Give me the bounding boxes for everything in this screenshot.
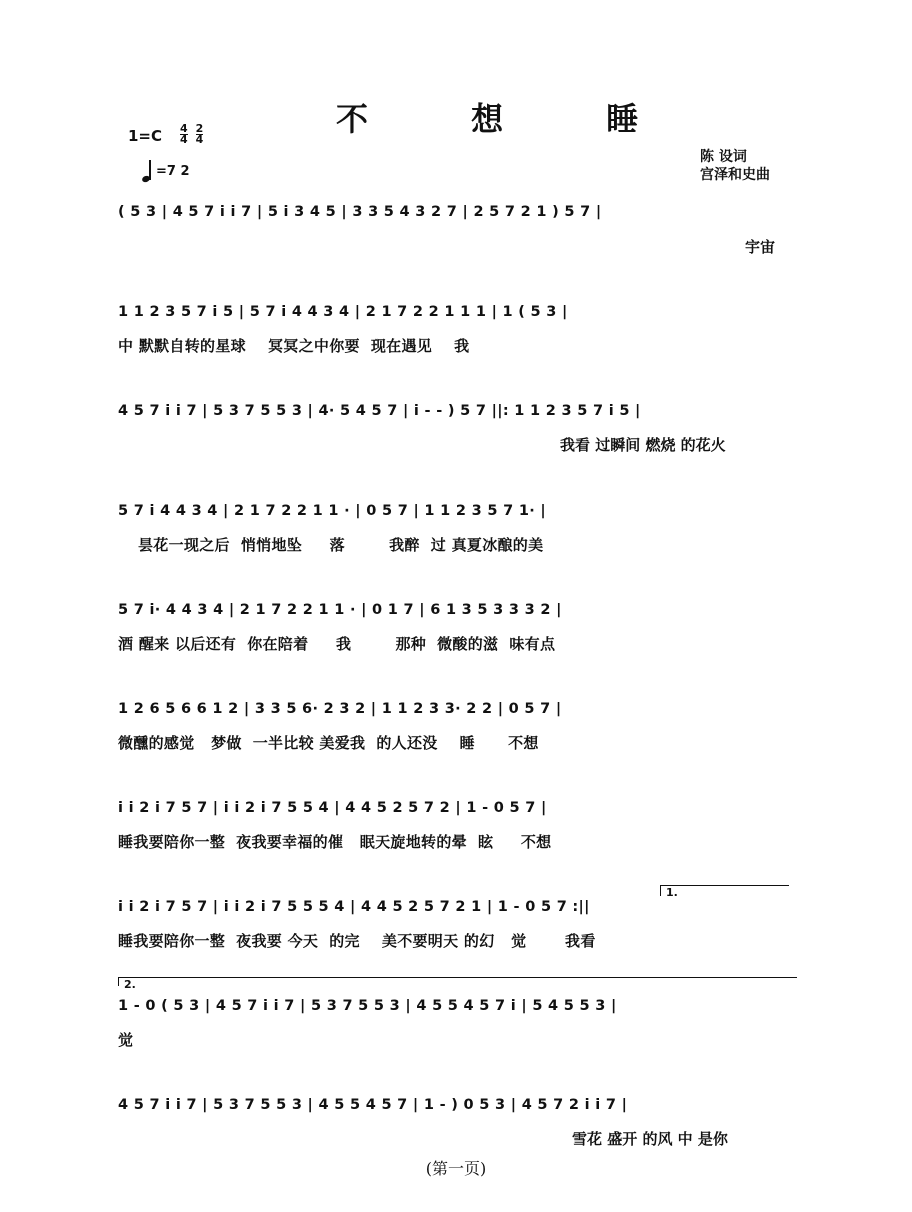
lyrics-line-9: 觉 [118, 1031, 134, 1049]
time-signature [180, 124, 203, 145]
second-ending-label: 2. [124, 978, 136, 991]
song-title: 不 想 睡 [336, 100, 685, 138]
tempo-value: =7 2 [156, 163, 190, 179]
lyricist-credit: 陈 设词 [700, 149, 747, 165]
meter-b-top: 2 [195, 122, 204, 135]
key-signature: 1=C [128, 127, 163, 145]
lyrics-line-6: 微醺的感觉 梦做 一半比较 美爱我 的人还没 睡 不想 [118, 734, 539, 752]
page-number: (第一页) [425, 1159, 487, 1178]
meter-b-bottom: 4 [195, 133, 204, 146]
lyrics-line-8: 睡我要陪你一整 夜我要 今天 的完 美不要明天 的幻 觉 我看 [118, 932, 596, 950]
lyrics-line-10: 雪花 盛开 的风 中 是你 [572, 1130, 728, 1148]
notation-line-7: i i 2 i 7 5 7 | i i 2 i 7 5 5 4 | 4 4 5 2 5 7 2 | 1 - 0 5 7 | [118, 800, 547, 816]
lyrics-line-1: 宇宙 [745, 238, 776, 256]
notation-line-4: 5 7 i 4 4 3 4 | 2 1 7 2 2 1 1 · | 0 5 7 | 1 1 2 3 5 7 1· | [118, 503, 546, 519]
first-ending-bracket [660, 885, 789, 896]
notation-line-3: 4 5 7 i i 7 | 5 3 7 5 5 3 | 4· 5 4 5 7 | i - - ) 5 7 ||: 1 1 2 3 5 7 i 5 | [118, 403, 641, 419]
lyrics-line-4: 昙花一现之后 悄悄地坠 落 我醉 过 真夏冰酿的美 [138, 536, 544, 554]
notation-line-5: 5 7 i· 4 4 3 4 | 2 1 7 2 2 1 1 · | 0 1 7 | 6 1 3 5 3 3 3 2 | [118, 602, 562, 618]
quarter-note-icon [142, 160, 154, 182]
meter-b [196, 124, 204, 145]
lyrics-line-5: 酒 醒来 以后还有 你在陪着 我 那种 微酸的滋 味有点 [118, 635, 556, 653]
lyrics-line-2: 中 默默自转的星球 冥冥之中你要 现在遇见 我 [118, 337, 470, 355]
notation-line-1: ( 5 3 | 4 5 7 i i 7 | 5 i 3 4 5 | 3 3 5 4 3 2 7 | 2 5 7 2 1 ) 5 7 | [118, 204, 602, 220]
notation-line-6: 1 2 6 5 6 6 1 2 | 3 3 5 6· 2 3 2 | 1 1 2 3 3· 2 2 | 0 5 7 | [118, 701, 562, 717]
tempo-marking [142, 160, 190, 182]
meter-a [180, 124, 188, 145]
lyrics-line-3: 我看 过瞬间 燃烧 的花火 [560, 436, 726, 454]
meter-a-top: 4 [180, 122, 188, 135]
notation-line-2: 1 1 2 3 5 7 i 5 | 5 7 i 4 4 3 4 | 2 1 7 2 2 1 1 1 | 1 ( 5 3 | [118, 304, 568, 320]
second-ending-bracket [118, 977, 797, 986]
meter-a-bottom: 4 [180, 133, 188, 146]
notation-line-8: i i 2 i 7 5 7 | i i 2 i 7 5 5 5 4 | 4 4 5 2 5 7 2 1 | 1 - 0 5 7 :|| [118, 899, 590, 915]
composer-credit: 宫泽和史曲 [700, 167, 770, 183]
notation-line-10: 4 5 7 i i 7 | 5 3 7 5 5 3 | 4 5 5 4 5 7 | 1 - ) 0 5 3 | 4 5 7 2 i i 7 | [118, 1097, 628, 1113]
notation-line-9: 1 - 0 ( 5 3 | 4 5 7 i i 7 | 5 3 7 5 5 3 | 4 5 5 4 5 7 i | 5 4 5 5 3 | [118, 998, 617, 1014]
first-ending-label: 1. [666, 886, 678, 899]
lyrics-line-7: 睡我要陪你一整 夜我要幸福的催 眠天旋地转的晕 眩 不想 [118, 833, 552, 851]
